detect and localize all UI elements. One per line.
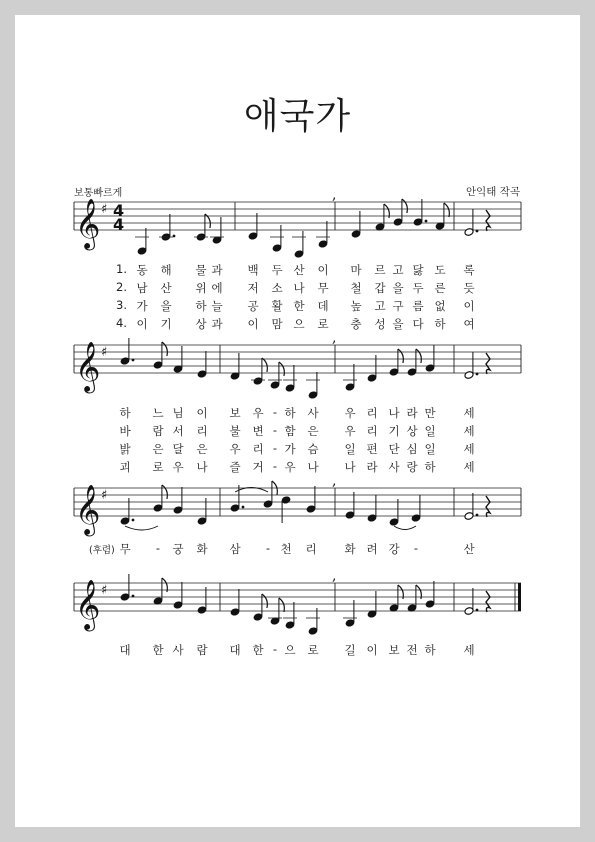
lyric-syllable: 느 xyxy=(152,406,164,420)
lyric-syllable: 밝 xyxy=(119,442,131,456)
time-signature-bottom: 4 xyxy=(113,215,125,234)
time-signature-top: 4 xyxy=(113,201,125,220)
lyric-syllable: 세 xyxy=(463,643,475,657)
breath-mark-icon: , xyxy=(332,568,337,584)
key-sharp-icon: ♯ xyxy=(101,583,108,598)
lyric-syllable: - xyxy=(272,423,278,437)
lyric-syllable: 이 xyxy=(366,643,378,657)
lyric-syllable: 철 xyxy=(350,281,362,295)
lyric-syllable: 기 xyxy=(388,424,400,438)
lyric-syllable: 세 xyxy=(463,442,475,456)
lyric-syllable: 구 xyxy=(392,299,404,313)
eighth-flag-icon xyxy=(262,358,267,372)
lyric-syllable: 을 xyxy=(392,281,404,295)
lyric-syllable: 두 xyxy=(412,281,424,295)
lyric-syllable: - xyxy=(272,405,278,419)
lyric-syllable: 성 xyxy=(374,317,386,331)
lyric-syllable: 우 xyxy=(252,406,264,420)
lyric-syllable: - xyxy=(155,541,161,555)
lyric-syllable: 바 xyxy=(119,424,131,438)
final-barline-thick xyxy=(518,583,521,611)
lyric-syllable: 위 xyxy=(195,281,207,295)
lyric-syllable: 한 xyxy=(252,643,264,657)
lyric-syllable: 대 xyxy=(119,643,131,657)
lyric-syllable: 름 xyxy=(412,299,424,313)
lyric-syllable: 달 xyxy=(172,442,184,456)
tempo-marking: 보통빠르게 xyxy=(74,188,123,199)
eighth-flag-icon xyxy=(444,203,449,217)
song-title: 애국가 xyxy=(243,96,352,137)
lyric-syllable: - xyxy=(265,541,271,555)
lyric-syllable: 천 xyxy=(280,542,292,556)
lyric-syllable: 기 xyxy=(160,317,172,331)
lyric-syllable: 산 xyxy=(463,542,475,556)
lyric-syllable: 함 xyxy=(284,424,296,438)
lyric-syllable: 저 xyxy=(247,281,259,295)
lyric-syllable: 우 xyxy=(344,424,356,438)
lyric-syllable: 이 xyxy=(317,263,329,277)
dot-icon xyxy=(132,359,135,362)
lyric-syllable: 없 xyxy=(434,299,446,313)
lyric-syllable: 궁 xyxy=(172,542,184,556)
lyric-syllable: 데 xyxy=(317,299,329,313)
slur xyxy=(125,526,158,530)
lyric-syllable: 서 xyxy=(172,424,184,438)
lyric-syllable: 우 xyxy=(284,460,296,474)
lyric-syllable: 괴 xyxy=(119,460,131,474)
verse-number: 4. xyxy=(116,316,127,330)
lyric-syllable: 무 xyxy=(317,281,329,295)
lyric-syllable: 세 xyxy=(463,460,475,474)
breath-mark-icon: , xyxy=(332,330,337,346)
lyric-syllable: 리 xyxy=(252,442,264,456)
lyric-syllable: 하 xyxy=(424,643,436,657)
lyric-syllable: 나 xyxy=(293,281,305,295)
lyric-syllable: 은 xyxy=(307,424,319,438)
dot-icon xyxy=(476,373,479,376)
lyric-syllable: 로 xyxy=(317,317,329,331)
key-sharp-icon: ♯ xyxy=(101,202,108,217)
lyric-syllable: 님 xyxy=(172,406,184,420)
lyric-syllable: 일 xyxy=(424,424,436,438)
lyric-syllable: 우 xyxy=(229,442,241,456)
lyric-syllable: 른 xyxy=(434,281,446,295)
lyric-syllable: 동 xyxy=(136,263,148,277)
lyric-syllable: 우 xyxy=(172,460,184,474)
lyric-syllable: 나 xyxy=(196,460,208,474)
lyric-syllable: 높 xyxy=(350,299,362,313)
lyric-syllable: 하 xyxy=(119,406,131,420)
lyric-syllable: 과 xyxy=(211,317,223,331)
lyric-syllable: 으 xyxy=(293,317,305,331)
treble-clef-icon: 𝄞 xyxy=(75,485,101,535)
lyric-syllable: 에 xyxy=(211,281,223,295)
lyric-syllable: 은 xyxy=(152,442,164,456)
lyric-syllable: 람 xyxy=(196,643,208,657)
lyric-syllable: 사 xyxy=(307,406,319,420)
lyric-syllable: - xyxy=(272,459,278,473)
lyric-syllable: 백 xyxy=(247,263,259,277)
lyric-syllable: 록 xyxy=(463,263,475,277)
lyric-syllable: 상 xyxy=(406,424,418,438)
lyric-syllable: 활 xyxy=(271,299,283,313)
lyric-syllable: 하 xyxy=(434,317,446,331)
slur xyxy=(394,526,416,530)
lyric-syllable: 화 xyxy=(344,542,356,556)
lyric-syllable: 갑 xyxy=(374,281,386,295)
lyric-syllable: 은 xyxy=(196,442,208,456)
lyric-syllable: 우 xyxy=(344,406,356,420)
lyric-syllable: 이 xyxy=(136,317,148,331)
lyric-syllable: 이 xyxy=(463,299,475,313)
dot-icon xyxy=(476,514,479,517)
lyric-syllable: 도 xyxy=(434,263,446,277)
lyric-syllable: 소 xyxy=(271,281,283,295)
dot-icon xyxy=(132,519,135,522)
lyric-syllable: 고 xyxy=(392,263,404,277)
lyric-syllable: 불 xyxy=(229,424,241,438)
eighth-flag-icon xyxy=(402,199,407,213)
lyric-syllable: 로 xyxy=(307,643,319,657)
eighth-flag-icon xyxy=(416,349,421,363)
lyric-syllable: 으 xyxy=(284,643,296,657)
lyric-syllable: 보 xyxy=(229,406,241,420)
lyric-syllable: 산 xyxy=(160,281,172,295)
treble-clef-icon: 𝄞 xyxy=(75,580,101,630)
verse-number: 1. xyxy=(116,262,127,276)
dot-icon xyxy=(173,235,176,238)
lyric-syllable: 거 xyxy=(252,460,264,474)
lyric-syllable: 전 xyxy=(406,643,418,657)
eighth-flag-icon xyxy=(279,362,284,376)
lyric-syllable: 단 xyxy=(388,442,400,456)
lyric-syllable: 두 xyxy=(271,263,283,277)
lyric-syllable: 맘 xyxy=(271,317,283,331)
eighth-flag-icon xyxy=(398,349,403,363)
lyric-syllable: 편 xyxy=(366,442,378,456)
lyric-syllable: 고 xyxy=(374,299,386,313)
eighth-flag-icon xyxy=(162,342,167,356)
lyric-syllable: 나 xyxy=(388,406,400,420)
lyric-syllable: 대 xyxy=(229,643,241,657)
lyric-syllable: 늘 xyxy=(211,299,223,313)
eighth-flag-icon xyxy=(162,485,167,499)
lyric-syllable: 한 xyxy=(152,643,164,657)
lyric-syllable: 가 xyxy=(284,442,296,456)
quarter-rest-icon xyxy=(486,496,490,517)
lyric-syllable: 람 xyxy=(152,424,164,438)
lyric-syllable: 화 xyxy=(196,542,208,556)
lyric-syllable: 을 xyxy=(160,299,172,313)
lyric-syllable: 상 xyxy=(195,317,207,331)
key-sharp-icon: ♯ xyxy=(101,488,108,503)
breath-mark-icon: , xyxy=(332,473,337,489)
lyric-syllable: 하 xyxy=(424,460,436,474)
lyric-syllable: 라 xyxy=(406,406,418,420)
dot-icon xyxy=(132,595,135,598)
verse-number: 3. xyxy=(116,298,127,312)
lyric-syllable: 사 xyxy=(172,643,184,657)
lyric-syllable: 하 xyxy=(284,406,296,420)
lyric-syllable: 리 xyxy=(366,424,378,438)
lyric-syllable: 마 xyxy=(350,263,362,277)
lyric-syllable: 변 xyxy=(252,424,264,438)
lyric-syllable: 강 xyxy=(388,542,400,556)
lyric-syllable: 일 xyxy=(344,442,356,456)
quarter-rest-icon xyxy=(486,353,490,374)
lyric-syllable: 세 xyxy=(463,424,475,438)
lyric-syllable: 닳 xyxy=(412,263,424,277)
lyric-syllable: 여 xyxy=(463,317,475,331)
lyric-syllable: 즐 xyxy=(229,460,241,474)
lyric-syllable: 삼 xyxy=(229,542,241,556)
lyric-syllable: 다 xyxy=(412,317,424,331)
lyric-syllable: 무 xyxy=(119,542,131,556)
chorus-label: (후렴) xyxy=(89,545,115,556)
verse-number: 2. xyxy=(116,280,127,294)
eighth-flag-icon xyxy=(279,598,284,612)
lyric-syllable: 나 xyxy=(344,460,356,474)
quarter-rest-icon xyxy=(486,210,490,231)
lyric-syllable: 만 xyxy=(424,406,436,420)
lyric-syllable: 라 xyxy=(366,460,378,474)
lyric-syllable: 랑 xyxy=(406,460,418,474)
lyric-syllable: 리 xyxy=(366,406,378,420)
lyric-syllable: 리 xyxy=(196,424,208,438)
lyric-syllable: 르 xyxy=(374,263,386,277)
lyric-syllable: 듯 xyxy=(463,281,475,295)
lyric-syllable: - xyxy=(272,441,278,455)
lyric-syllable: 한 xyxy=(293,299,305,313)
lyric-syllable: 로 xyxy=(152,460,164,474)
lyric-syllable: - xyxy=(272,642,278,656)
composer-credit: 안익태 작곡 xyxy=(465,186,520,198)
lyric-syllable: 가 xyxy=(136,299,148,313)
quarter-rest-icon xyxy=(486,591,490,612)
lyric-syllable: 산 xyxy=(293,263,305,277)
lyric-syllable: 남 xyxy=(136,281,148,295)
lyric-syllable: 이 xyxy=(196,406,208,420)
lyric-syllable: 물 xyxy=(195,263,207,277)
dot-icon xyxy=(476,609,479,612)
lyric-syllable: 나 xyxy=(307,460,319,474)
lyric-syllable: 과 xyxy=(211,263,223,277)
lyric-syllable: 심 xyxy=(406,442,418,456)
treble-clef-icon: 𝄞 xyxy=(75,199,101,249)
treble-clef-icon: 𝄞 xyxy=(75,342,101,392)
lyric-syllable: 세 xyxy=(463,406,475,420)
lyric-syllable: 하 xyxy=(195,299,207,313)
lyric-syllable: 리 xyxy=(305,542,317,556)
lyric-syllable: 일 xyxy=(424,442,436,456)
dot-icon xyxy=(242,506,245,509)
lyric-syllable: 공 xyxy=(247,299,259,313)
key-sharp-icon: ♯ xyxy=(101,345,108,360)
lyric-syllable: 려 xyxy=(366,542,378,556)
lyric-syllable: 해 xyxy=(160,263,172,277)
lyric-syllable: 사 xyxy=(388,460,400,474)
lyric-syllable: 충 xyxy=(350,317,362,331)
lyric-syllable: - xyxy=(413,541,419,555)
lyric-syllable: 보 xyxy=(388,643,400,657)
dot-icon xyxy=(425,220,428,223)
lyric-syllable: 을 xyxy=(392,317,404,331)
breath-mark-icon: , xyxy=(332,187,337,203)
lyric-syllable: 길 xyxy=(344,643,356,657)
lyric-syllable: 슴 xyxy=(307,442,319,456)
lyric-syllable: 이 xyxy=(247,317,259,331)
eighth-flag-icon xyxy=(262,594,267,608)
dot-icon xyxy=(476,230,479,233)
